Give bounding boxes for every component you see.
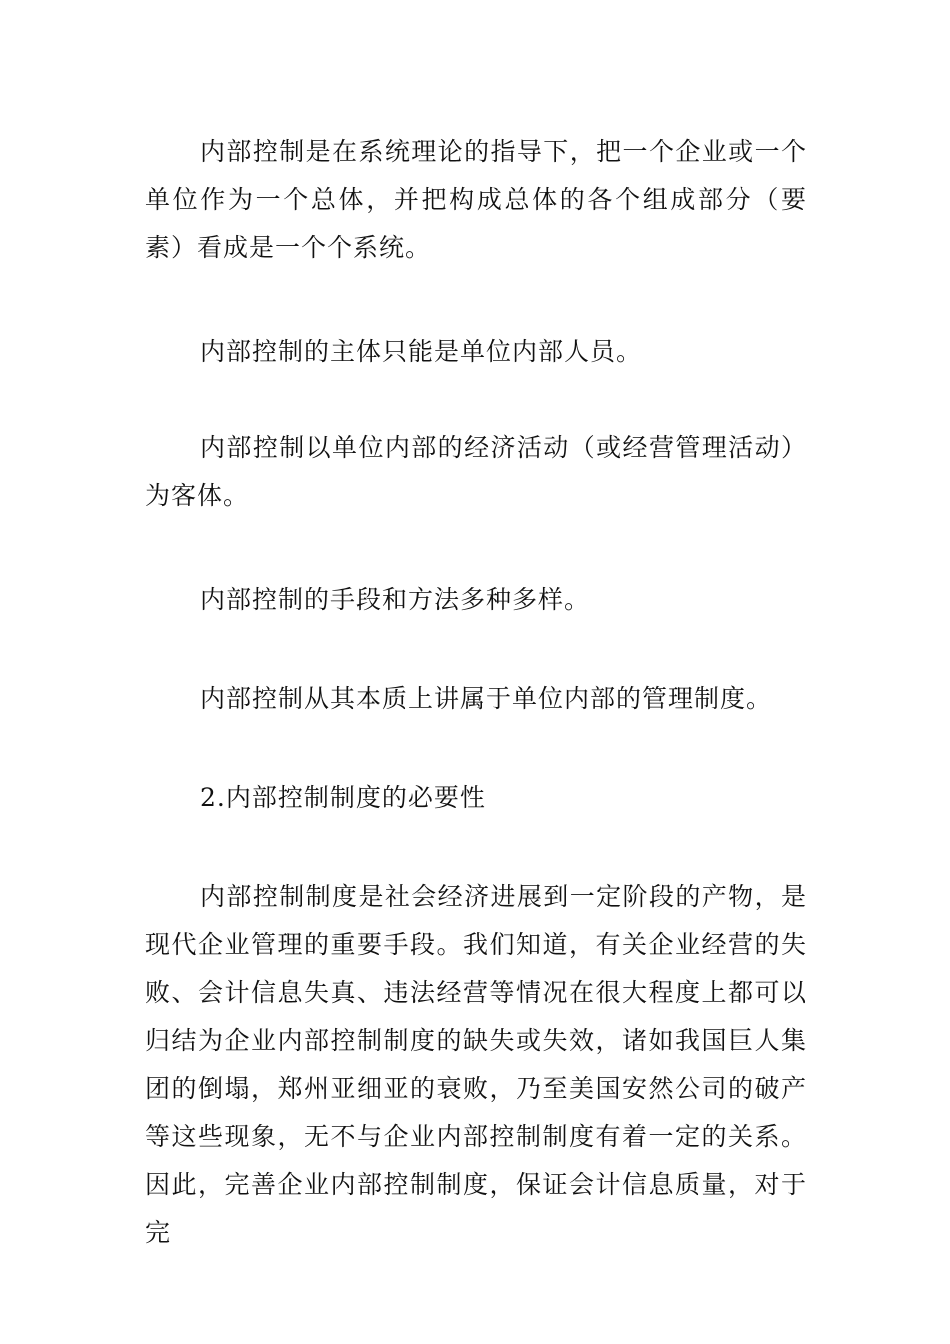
paragraph-nature: 内部控制从其本质上讲属于单位内部的管理制度。: [200, 684, 773, 713]
section-heading: 2.内部控制制度的必要性: [200, 783, 486, 812]
paragraph-methods: 内部控制的手段和方法多种多样。: [200, 585, 591, 614]
paragraph-necessity: 内部控制制度是社会经济进展到一定阶段的产物，是现代企业管理的重要手段。我们知道，有关企业经营的失败、会计信息失真、违法经营等情况在很大程度上都可以归结为企业内部控制制度的缺失或失效，诸如我国巨人集团的倒塌，郑州亚细亚的衰败，乃至美国安然公司的破产等这些现象，无不与企业内部控制制度有着一定的关系。因此，完善企业内部控制制度，保证会计信息质量，对于完: [145, 882, 807, 1247]
paragraph-definition: 内部控制是在系统理论的指导下，把一个企业或一个单位作为一个总体，并把构成总体的各个组成部分（要素）看成是一个个系统。: [145, 137, 807, 262]
paragraph-object: 内部控制以单位内部的经济活动（或经营管理活动）为客体。: [145, 433, 807, 510]
paragraph-subject: 内部控制的主体只能是单位内部人员。: [200, 337, 643, 366]
